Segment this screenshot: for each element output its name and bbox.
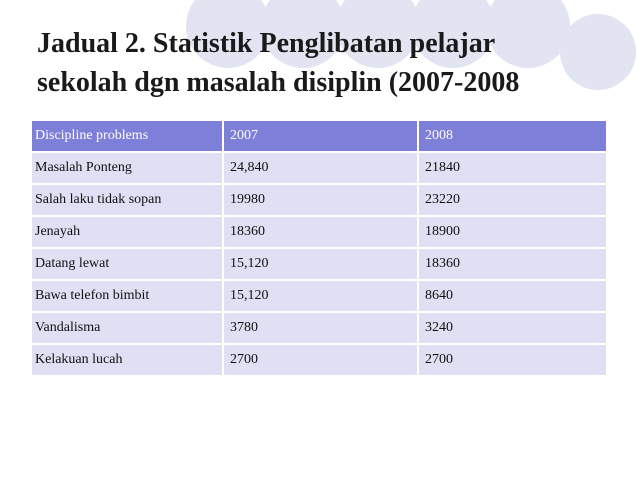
column-header: 2007 [223,121,418,152]
discipline-statistics-table [32,121,606,377]
table-cell: 3780 [223,312,418,344]
table-cell: 15,120 [223,248,418,280]
column-header: Discipline problems [32,121,223,152]
table-header-row [32,121,606,152]
table-cell: 24,840 [223,152,418,184]
table-cell: Bawa telefon bimbit [32,280,223,312]
table-cell: 23220 [418,184,606,216]
column-header: 2008 [418,121,606,152]
table-cell: 8640 [418,280,606,312]
table-cell: 18360 [223,216,418,248]
slide-title-line: sekolah dgn masalah disiplin (2007-2008 [37,67,520,98]
table-cell: 19980 [223,184,418,216]
table-cell: 3240 [418,312,606,344]
table-cell: 18360 [418,248,606,280]
table-cell: Datang lewat [32,248,223,280]
table-row [32,152,606,184]
table-cell: 21840 [418,152,606,184]
table-row [32,344,606,376]
table-cell: 2700 [223,344,418,376]
table-cell: Kelakuan lucah [32,344,223,376]
table-cell: 18900 [418,216,606,248]
table-cell: Masalah Ponteng [32,152,223,184]
slide-title-line: Jadual 2. Statistik Penglibatan pelajar [37,28,496,59]
table-row [32,248,606,280]
table-row [32,216,606,248]
table-row [32,280,606,312]
table-cell: Salah laku tidak sopan [32,184,223,216]
table-row [32,184,606,216]
table-row [32,312,606,344]
table-cell: 15,120 [223,280,418,312]
table-cell: Jenayah [32,216,223,248]
table-cell: Vandalisma [32,312,223,344]
table-cell: 2700 [418,344,606,376]
slide-title [37,24,607,102]
